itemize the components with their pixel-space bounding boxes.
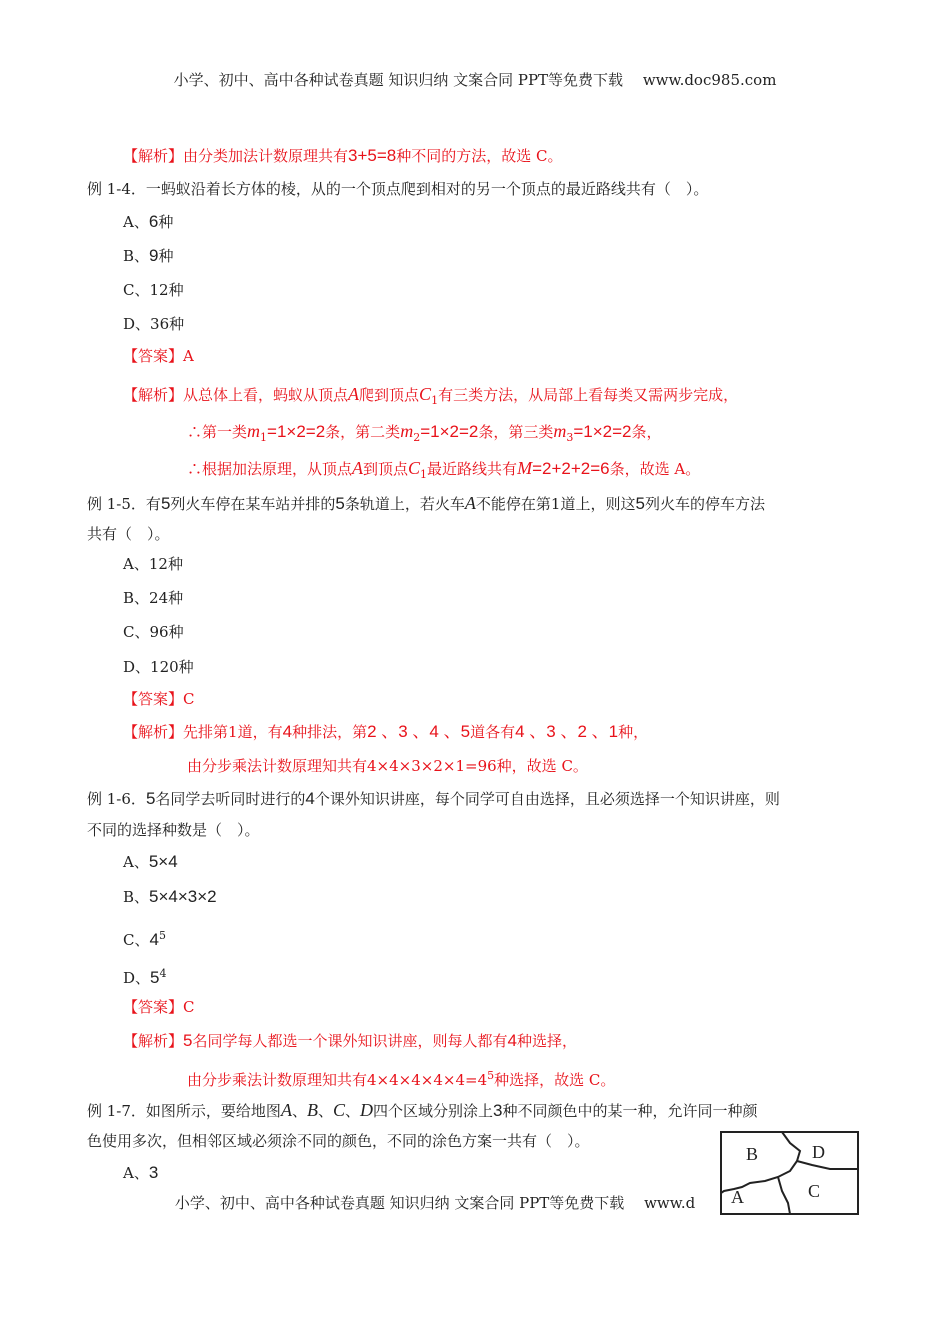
option-c: C、12种: [123, 281, 184, 299]
solution-prev: 【解析】由分类加法计数原理共有3+5=8种不同的方法，故选 C。: [123, 146, 563, 165]
solution-1-4-line1: 【解析】从总体上看，蚂蚁从顶点A爬到顶点$C_1$有三类方法，从局部上看每类又需两步完成，: [123, 384, 739, 407]
question-1-7-line2: 色使用多次，但相邻区域必须涂不同的颜色，不同的涂色方案一共有（ ）。: [87, 1132, 590, 1150]
question-1-4: 例 1-4．一蚂蚁沿着长方体的棱，从的一个顶点爬到相对的另一个顶点的最近路线共有（ ）。: [87, 180, 709, 198]
solution-1-4-line3: ∴根据加法原理，从顶点A到顶点$C_1$最近路线共有M=2+2+2=6条，故选 A。: [187, 458, 701, 481]
option-d: D、$5^4$: [123, 967, 167, 987]
map-label-d: D: [812, 1142, 825, 1162]
answer-1-4: 【答案】A: [123, 347, 194, 365]
option-a: A、5×4: [123, 852, 178, 871]
solution-1-6-line2: 由分步乘法计数原理知共有$4\times 4\times 4\times 4\times 4=4^5$种选择，故选 C。: [187, 1069, 616, 1089]
page-footer: 小学、初中、高中各种试卷真题 知识归纳 文案合同 PPT等免费下载 www.d: [174, 1194, 696, 1212]
option-b: B、24种: [123, 589, 184, 607]
solution-1-6-line1: 【解析】5名同学每人都选一个课外知识讲座，则每人都有4种选择，: [123, 1031, 577, 1050]
solution-1-5-line1: 【解析】先排第1道，有4种排法，第2 、3 、4 、5道各有4 、3 、2 、1种，: [123, 722, 649, 741]
question-1-5-line1: 例 1-5．有5列火车停在某车站并排的5条轨道上，若火车A不能停在第1道上，则这5列火车的停车方法: [87, 493, 765, 513]
solution-1-4-line2: ∴第一类$m_1=1\times 2=2$条，第二类$m_2=1\times 2=2$条，第三类$m_3=1\times 2=2$条，: [187, 421, 662, 444]
option-b: B、9种: [123, 246, 174, 265]
option-a: A、6种: [123, 212, 174, 231]
option-c: C、$4^5$: [123, 929, 166, 949]
option-a: A、12种: [123, 555, 183, 573]
page-header: 小学、初中、高中各种试卷真题 知识归纳 文案合同 PPT等免费下载 www.doc985.com: [173, 71, 777, 89]
map-label-b: B: [746, 1144, 759, 1164]
answer-1-6: 【答案】C: [123, 998, 195, 1016]
map-label-c: C: [808, 1181, 821, 1201]
map-label-a: A: [731, 1187, 744, 1207]
option-b: B、5×4×3×2: [123, 887, 217, 906]
answer-1-5: 【答案】C: [123, 690, 195, 708]
option-d: D、36种: [123, 315, 185, 333]
question-1-7-line1: 例 1-7．如图所示，要给地图A、B、C、D四个区域分别涂上3种不同颜色中的某一种，允许同一种颜: [87, 1100, 758, 1120]
option-d: D、120种: [123, 658, 194, 676]
option-c: C、96种: [123, 623, 184, 641]
option-a: A、3: [123, 1163, 159, 1182]
question-1-5-line2: 共有（ ）。: [87, 525, 170, 543]
solution-1-5-line2: 由分步乘法计数原理知共有4×4×3×2×1=96种，故选 C。: [187, 757, 588, 775]
question-1-6-line1: 例 1-6．5名同学去听同时进行的4个课外知识讲座，每个同学可自由选择，且必须选择一个知识讲座，则: [87, 789, 780, 808]
question-1-6-line2: 不同的选择种数是（ ）。: [87, 821, 260, 839]
